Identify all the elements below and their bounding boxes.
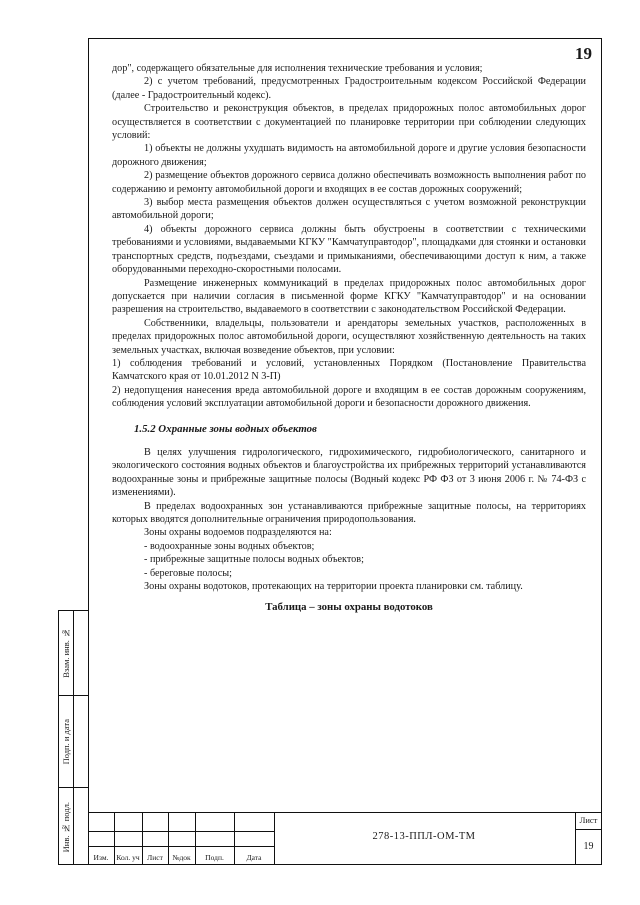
paragraph: 1) объекты не должны ухудшать видимость на автомобильной дороге и другие условия безопасности дорожного движения; xyxy=(112,143,586,168)
side-label-inv-podl: Инв. № подл. xyxy=(61,801,71,853)
paragraph: дор", содержащего обязательные для исполнения технические требования и условия; xyxy=(112,63,483,74)
stamp-label-kol-uch: Кол. уч xyxy=(116,853,140,862)
section-heading: 1.5.2 Охранные зоны водных объектов xyxy=(134,422,317,435)
sheet-label: Лист xyxy=(579,815,598,825)
document-body xyxy=(112,62,586,615)
paragraph: В целях улучшения гидрологического, гидрохимического, гидробиологического, санитарного и экологического состояния водных объектов и благоустройства их прибрежных территорий устанавливаются водоохранные зоны и прибрежные защитные полосы (Водный кодекс РФ ФЗ от 3 июня 2006 г. № 74-ФЗ с изменениями). xyxy=(112,446,586,499)
stamp-sheet-divider xyxy=(575,829,602,830)
list-item: - прибрежные защитные полосы водных объектов; xyxy=(144,554,364,566)
paragraph: Собственники, владельцы, пользователи и арендаторы земельных участков, расположенных в пределах придорожных полос автомобильной дороги, осуществляют хозяйственную деятельность на таких земельных участках, включая возведение объектов, при условии: xyxy=(112,317,586,356)
list-item: - береговые полосы; xyxy=(144,567,232,579)
side-cell-inv xyxy=(59,788,73,866)
paragraph: В пределах водоохранных зон устанавливаются прибрежные защитные полосы, на территориях которых вводятся дополнительные ограничения природопользования. xyxy=(112,500,586,525)
table-title: Таблица – зоны охраны водотоков xyxy=(265,601,433,614)
stamp-label-ndok: №док xyxy=(172,853,191,862)
side-value-cell xyxy=(74,696,88,788)
document-code: 278-13-ППЛ-ОМ-ТМ xyxy=(372,831,476,842)
side-label-podp-data: Подп. и дата xyxy=(61,718,71,765)
paragraph: 2) недопущения нанесения вреда автомобильной дороге и входящим в ее состав дорожным сооружениям, соблюдения условий эксплуатации автомобильной дороги и безопасности дорожного движения. xyxy=(112,384,586,410)
side-stamp xyxy=(58,610,88,865)
side-stamp-value-column xyxy=(74,611,89,864)
side-stamp-label-column xyxy=(59,611,74,864)
paragraph: 4) объекты дорожного сервиса должны быть обустроены в соответствии с техническими требованиями и условиями, выдаваемыми КГКУ "Камчатуправтодор", площадками для стоянки и остановки транспортных средств, подъездами, съездами и примыканиями, обеспечивающими доступ к ним, а также оборудованными переходно-скоростными полосами. xyxy=(112,223,586,276)
stamp-row-line xyxy=(88,846,274,847)
side-label-vzam-inv: Взам. инв. № xyxy=(61,628,71,678)
side-cell-podp xyxy=(59,696,73,788)
side-value-cell xyxy=(74,611,88,696)
paragraph: Строительство и реконструкция объектов, в пределах придорожных полос автомобильных дорог осуществляется в соответствии с документацией по планировке территории при соблюдении следующих условий: xyxy=(112,103,586,142)
paragraph: Зоны охраны водотоков, протекающих на территории проекта планировки см. таблицу. xyxy=(144,581,523,593)
stamp-label-izm: Изм. xyxy=(93,853,109,862)
sheet-number: 19 xyxy=(583,841,594,852)
stamp-label-data: Дата xyxy=(246,853,262,862)
side-cell-vzam xyxy=(59,611,73,696)
stamp-row-line xyxy=(88,831,274,832)
title-block xyxy=(88,812,602,865)
paragraph: Зоны охраны водоемов подразделяются на: xyxy=(144,527,332,539)
stamp-label-podp: Подп. xyxy=(205,853,224,862)
paragraph: 1) соблюдения требований и условий, установленных Порядком (Постановление Правительства Камчатского края от 10.01.2012 N 3-П) xyxy=(112,357,586,383)
list-item: - водоохранные зоны водных объектов; xyxy=(144,540,315,552)
paragraph: 2) с учетом требований, предусмотренных Градостроительным кодексом Российской Федерации (далее - Градостроительный кодекс). xyxy=(112,76,586,101)
page-number-top: 19 xyxy=(575,44,592,63)
paragraph: Размещение инженерных коммуникаций в пределах придорожных полос автомобильных дорог допускается при наличии согласия в письменной форме КГКУ "Камчатуправтодор" и на основании разрешения на строительство, выдаваемого в соответствии с законодательством Российской Федерации. xyxy=(112,277,586,316)
paragraph: 3) выбор места размещения объектов должен осуществляться с учетом возможной реконструкции автомобильной дороги; xyxy=(112,197,586,222)
paragraph: 2) размещение объектов дорожного сервиса должно обеспечивать возможность выполнения работ по содержанию и ремонту автомобильной дороги и входящих в ее состав дорожных сооружений; xyxy=(112,170,586,195)
stamp-label-list: Лист xyxy=(147,853,163,862)
